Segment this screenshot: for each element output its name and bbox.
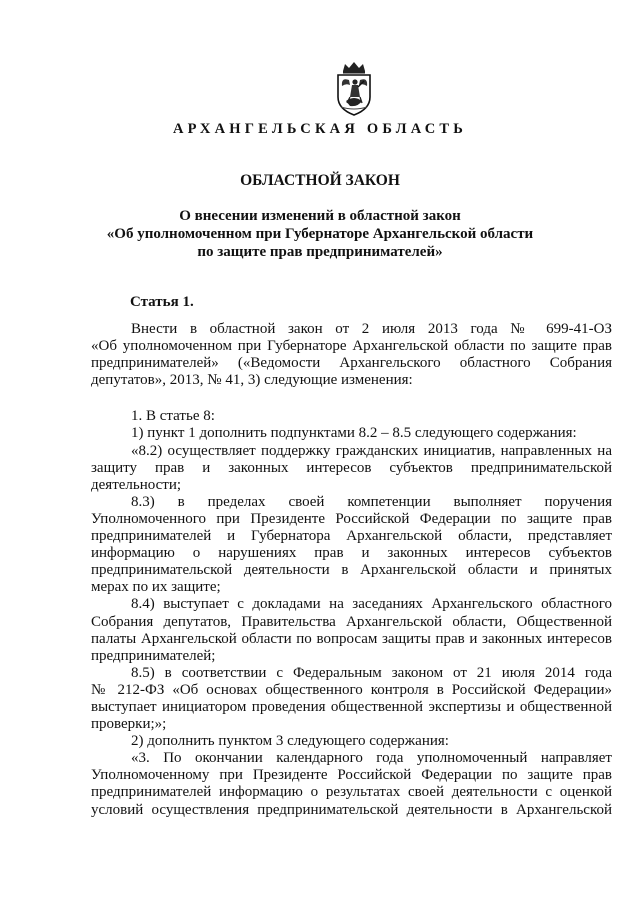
text-line: 1) пункт 1 дополнить подпунктами 8.2 – 8.5 следующего содержания:	[131, 425, 577, 442]
text-line: информацию о нарушениях прав и законных интересов субъектов	[91, 545, 612, 562]
text-line: 8.5) в соответствии с Федеральным законом от 21 июля 2014 года	[131, 664, 612, 681]
text-line: Собрания депутатов, Правительства Архангельской области, Общественной	[91, 613, 612, 630]
text-line: защиту прав и законных интересов субъектов предпринимательской	[91, 459, 612, 476]
text-line: предпринимательской деятельности в Архангельской области и принятых	[91, 562, 612, 579]
text-line: предпринимателей и Губернатора Архангельской области, представляет	[91, 528, 612, 545]
text-line: палаты Архангельской области по вопросам защиты прав и законных интересов	[91, 630, 612, 647]
article-title: Статья 1.	[130, 294, 194, 310]
law-heading-line: О внесении изменений в областной закон	[179, 208, 461, 224]
text-line: выступает инициатором проведения общественной экспертизы и общественной	[91, 698, 612, 715]
text-line: 8.3) в пределах своей компетенции выполняет поручения	[131, 493, 612, 510]
text-line: «3. По окончании календарного года уполномоченный направляет	[131, 750, 612, 767]
text-line: предпринимателей;	[91, 647, 216, 664]
text-line: Уполномоченному при Президенте Российской Федерации по защите прав	[91, 767, 612, 784]
text-line: депутатов», 2013, № 41, 3) следующие изменения:	[91, 372, 413, 389]
law-heading-line: «Об уполномоченном при Губернаторе Архангельской области	[106, 226, 534, 242]
paragraph-gap	[91, 389, 612, 408]
law-type-title: ОБЛАСТНОЙ ЗАКОН	[240, 172, 400, 189]
text-line: предпринимателей информацию о результатах своей деятельности с оценкой	[91, 784, 612, 801]
text-line: Внести в областной закон от 2 июля 2013 года № 699-41-ОЗ	[131, 321, 612, 337]
text-line: предпринимателей» («Ведомости Архангельского областного Собрания	[91, 355, 612, 372]
text-line: условий осуществления предпринимательской деятельности в Архангельской	[91, 801, 612, 818]
text-line: мерах по их защите;	[91, 579, 221, 596]
law-heading	[0, 207, 640, 261]
text-line: деятельности;	[91, 476, 182, 493]
text-line: № 212-ФЗ «Об основах общественного контроля в Российской Федерации»	[91, 681, 612, 698]
text-line: 8.4) выступает с докладами на заседаниях Архангельского областного	[131, 596, 612, 613]
text-line: проверки;»;	[91, 716, 167, 733]
text-line: «8.2) осуществляет поддержку гражданских инициатив, направленных на	[131, 442, 612, 459]
text-line: 2) дополнить пунктом 3 следующего содержания:	[131, 733, 449, 750]
text-line: Уполномоченного при Президенте Российской Федерации по защите прав	[91, 510, 612, 527]
text-line: 1. В статье 8:	[131, 408, 215, 425]
law-heading-line: по защите прав предпринимателей»	[197, 244, 443, 260]
article-body	[91, 321, 612, 819]
region-title: АРХАНГЕЛЬСКАЯ ОБЛАСТЬ	[172, 121, 468, 137]
coat-of-arms-icon	[331, 61, 377, 117]
text-line: «Об уполномоченном при Губернаторе Архангельской области по защите прав	[91, 338, 612, 355]
